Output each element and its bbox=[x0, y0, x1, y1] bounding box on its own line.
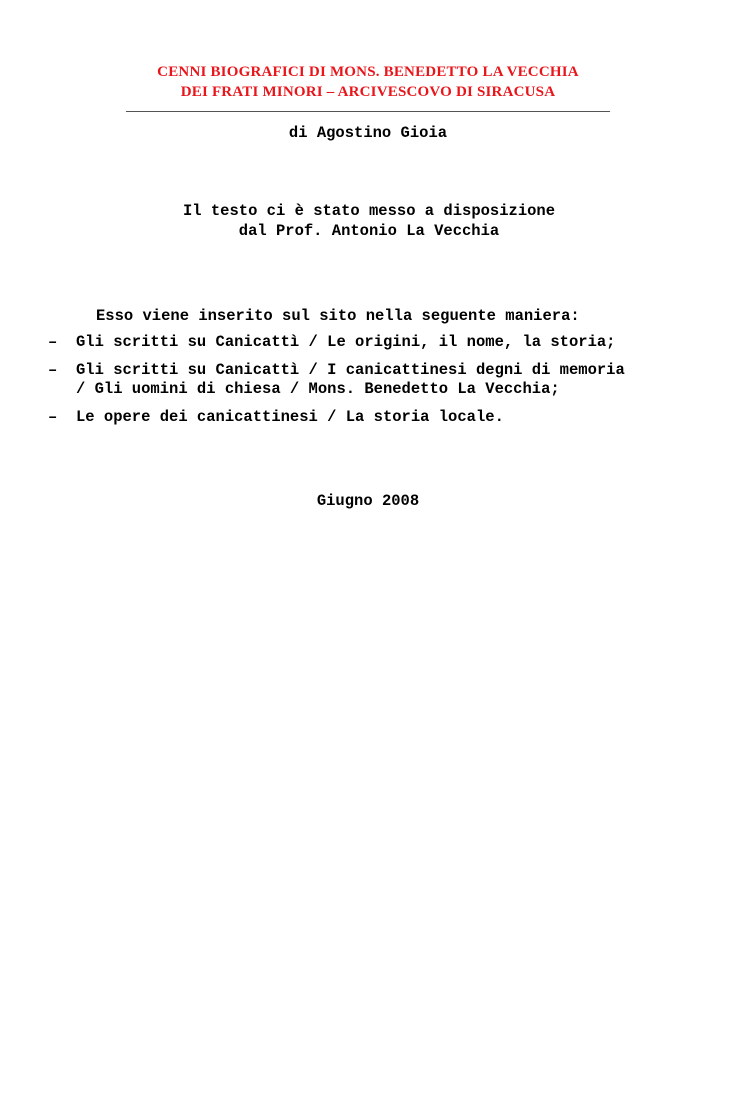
document-date: Giugno 2008 bbox=[316, 492, 420, 510]
document-title bbox=[0, 62, 736, 102]
title-divider bbox=[126, 111, 610, 112]
placement-list bbox=[48, 333, 726, 436]
intro-paragraph: Esso viene inserito sul sito nella seguente maniera: bbox=[96, 307, 580, 325]
list-item-line-2: / Gli uomini di chiesa / Mons. Benedetto La Vecchia; bbox=[76, 380, 560, 398]
dash-bullet: – bbox=[48, 408, 58, 426]
credit-line-1: Il testo ci è stato messo a disposizione bbox=[182, 202, 556, 220]
list-item-line-1: Le opere dei canicattinesi / La storia locale. bbox=[76, 408, 504, 426]
list-item bbox=[48, 333, 726, 352]
credit-note bbox=[0, 201, 738, 241]
dash-bullet: – bbox=[48, 361, 58, 379]
dash-bullet: – bbox=[48, 333, 58, 351]
list-item-line-1: Gli scritti su Canicattì / I canicattinesi degni di memoria bbox=[76, 361, 625, 379]
credit-line-2: dal Prof. Antonio La Vecchia bbox=[238, 222, 500, 240]
title-line-2: DEI FRATI MINORI – ARCIVESCOVO DI SIRACUSA bbox=[180, 84, 556, 100]
list-item bbox=[48, 408, 726, 427]
author-byline: di Agostino Gioia bbox=[288, 124, 448, 142]
title-line-1: CENNI BIOGRAFICI DI MONS. BENEDETTO LA VECCHIA bbox=[157, 64, 579, 80]
list-item bbox=[48, 361, 726, 399]
list-item-line-1: Gli scritti su Canicattì / Le origini, il nome, la storia; bbox=[76, 333, 616, 351]
